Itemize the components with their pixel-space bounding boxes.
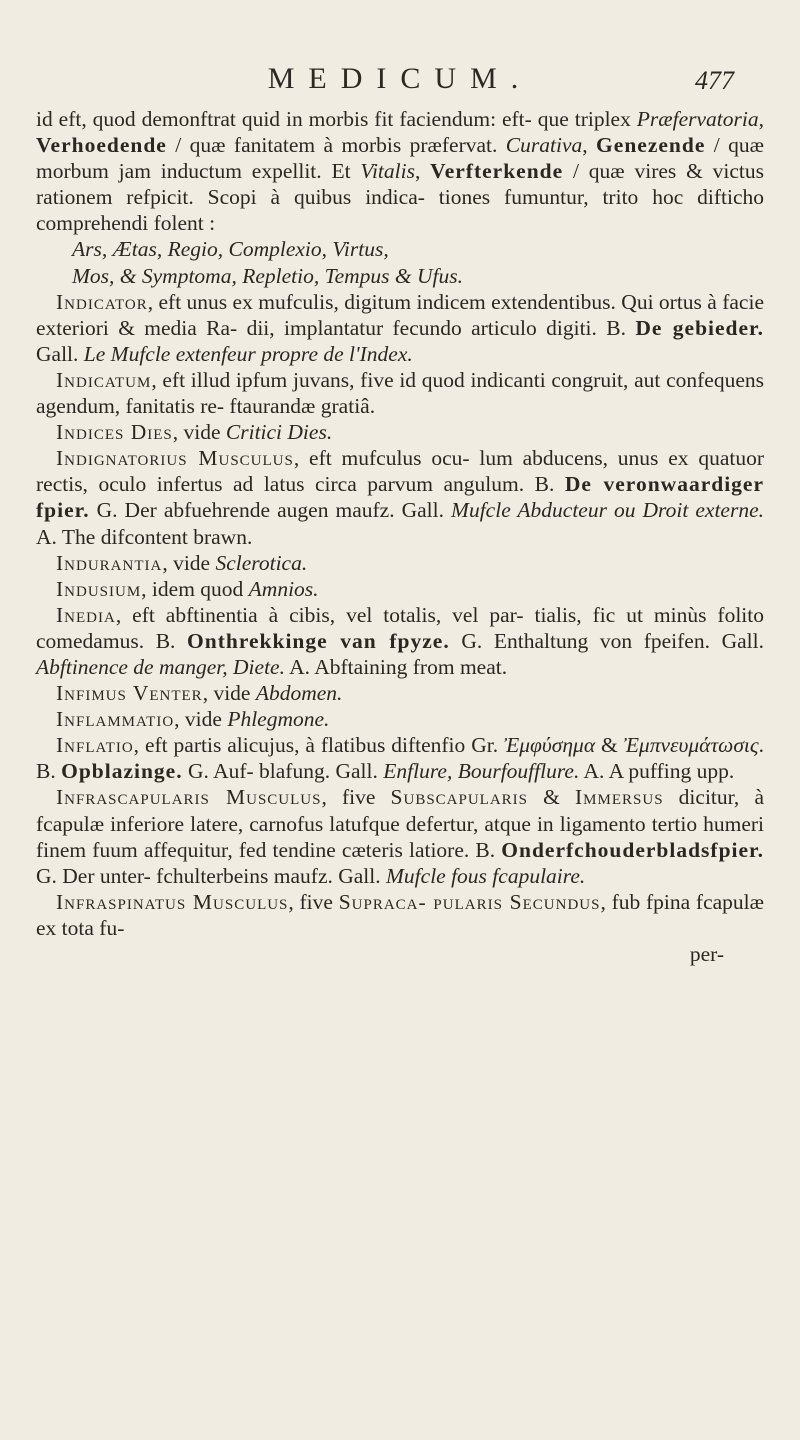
term-praeservatoria: Præfervatoria [636,107,759,131]
dictionary-body [36,106,764,967]
dutch-term: Opblazinge. [61,759,183,784]
text-run: , eft abftinentia à cibis, vel totalis, vel par- tialis, fic ut minùs folito comedamus. B. [36,602,764,653]
entry-indicator [36,289,764,367]
text-run: A. Abftaining from meat. [284,654,508,679]
entry-infrascapularis [36,784,764,888]
entry-inedia [36,602,764,680]
entry-indicatum [36,367,764,419]
text-run: , vide [162,550,216,575]
dutch-term: Onthrekkinge van fpyze. [187,628,450,653]
french-term: Le Mufcle extenfeur propre de l'Index. [83,341,413,366]
text-run: G. Enthaltung von fpeifen. Gall. [449,628,764,653]
cross-reference: Critici Dies. [225,420,333,445]
text-run: , [582,133,597,158]
text-run: & [528,785,576,810]
headword: Indusium [56,576,142,601]
page-number: 477 [695,66,734,95]
headword: Infimus Venter [56,681,203,706]
entry-infraspinatus [36,889,764,941]
page-header [36,62,764,100]
headword: Inflammatio [56,707,175,732]
text-run: G. Der unter- fchulterbeins maufz. Gall. [36,863,387,888]
text-run: Gall. [36,341,84,366]
french-term: Mufcle Abducteur ou Droit externe. [451,498,764,523]
text-run: , idem quod [141,576,249,601]
headword: Inedia [56,602,116,627]
entry-inflammatio [36,706,764,732]
text-run: A. A puffing upp. [579,759,735,784]
text-run: , [758,107,764,131]
cross-reference: Amnios. [248,576,319,601]
greek-term: Ἐμφύσημα [503,733,596,758]
headword: Indices Dies [56,420,173,445]
entry-infimus-venter [36,680,764,706]
dutch-term: De veronwaardiger fpier. [36,472,765,523]
entry-indusium [36,576,764,602]
synonym-term: Supraca- pularis Secundus [338,889,601,914]
headword: Infraspinatus Musculus [56,889,289,914]
text-run: , vide [172,420,226,445]
text-run: / quæ vires & victus rationem refpicit. Scopi à quibus indica- tiones fumuntur, trito hoc difticho comprehendi folent : [36,159,765,236]
text-run: , vide [174,707,228,732]
term-curativa: Curativa [505,133,583,158]
french-term: Abftinence de manger, Diete. [36,654,285,679]
distich-line-1: Ars, Ætas, Regio, Complexio, Virtus, [72,237,389,262]
text-run: , eft mufculus ocu- lum abducens, unus ex quatuor rectis, oculo infertus ad latus circa parvum angulum. B. [36,446,765,497]
french-term: Enflure, Bourfoufflure. [383,759,580,784]
text-run: & [595,733,624,758]
dutch-term: De gebieder. [635,315,765,340]
headword: Indicator [56,289,148,314]
text-run: , [414,159,431,184]
headword: Infrascapularis Musculus [56,785,322,810]
synonym-term: Subscapularis [390,785,529,810]
text-run: id eft, quod demonftrat quid in morbis fit faciendum: eft- que triplex [36,107,637,131]
running-head: MEDICUM. [267,62,533,95]
entry-inflatio [36,732,764,784]
greek-term: Ἐμπνευμάτωσις [623,733,759,758]
headword: Indurantia [56,550,163,575]
text-run: G. Der abfuehrende augen maufz. Gall. [89,498,452,523]
text-run: / quæ morbum jam inductum expellit. Et [36,133,765,184]
entry-indices-dies [36,419,764,445]
headword: Indignatorius Musculus [56,446,294,471]
text-run: . B. [36,733,764,784]
dutch-term-genezende: Genezende [596,133,706,158]
headword: Inflatio [56,733,134,758]
text-run: dicitur, à fcapulæ inferiore latere, carnofus latufque defertur, atque in ligamento tertio humeri finem fuum affequitur, fed tendine cæteris latiore. B. [36,785,764,862]
cross-reference: Phlegmone. [227,707,330,732]
headword: Indicatum [56,367,152,392]
entry-indignatorius [36,445,764,549]
distich-line-2: Mos, & Symptoma, Repletio, Tempus & Ufus. [72,263,463,288]
text-run: , eft unus ex mufculis, digitum indicem extendentibus. Qui ortus à facie exteriori & media Ra- dii, implantatur fecundo articulo digiti. B. [36,289,764,340]
synonym-term: Immersus [575,785,664,810]
text-run: / quæ fanitatem à morbis præfervat. [166,133,506,158]
dutch-term: Onderfchouderbladsfpier. [501,837,764,862]
text-run: , vide [202,681,256,706]
cross-reference: Sclerotica. [215,550,308,575]
text-run: , eft illud ipfum juvans, five id quod indicanti congruit, aut confequens agendum, fanitatis re- ftaurandæ gratiâ. [36,367,764,419]
french-term: Mufcle fous fcapulaire. [386,863,586,888]
entry-intro-continuation [36,106,764,236]
dutch-term-verhoedende: Verhoedende [36,133,167,158]
entry-indurantia [36,550,764,576]
text-run: G. Auf- blafung. Gall. [182,759,384,784]
text-run: A. The difcontent brawn. [36,524,253,549]
text-run: , five [321,785,391,810]
catchword: per- [689,942,724,966]
dutch-term-versterkende: Verfterkende [430,159,564,184]
text-run: , five [288,889,339,914]
cross-reference: Abdomen. [255,681,343,706]
text-run: , eft partis alicujus, à flatibus diftenfio Gr. [133,733,504,758]
text-run: , fub fpina fcapulæ ex tota fu- [36,889,764,940]
term-vitalis: Vitalis [360,159,415,184]
